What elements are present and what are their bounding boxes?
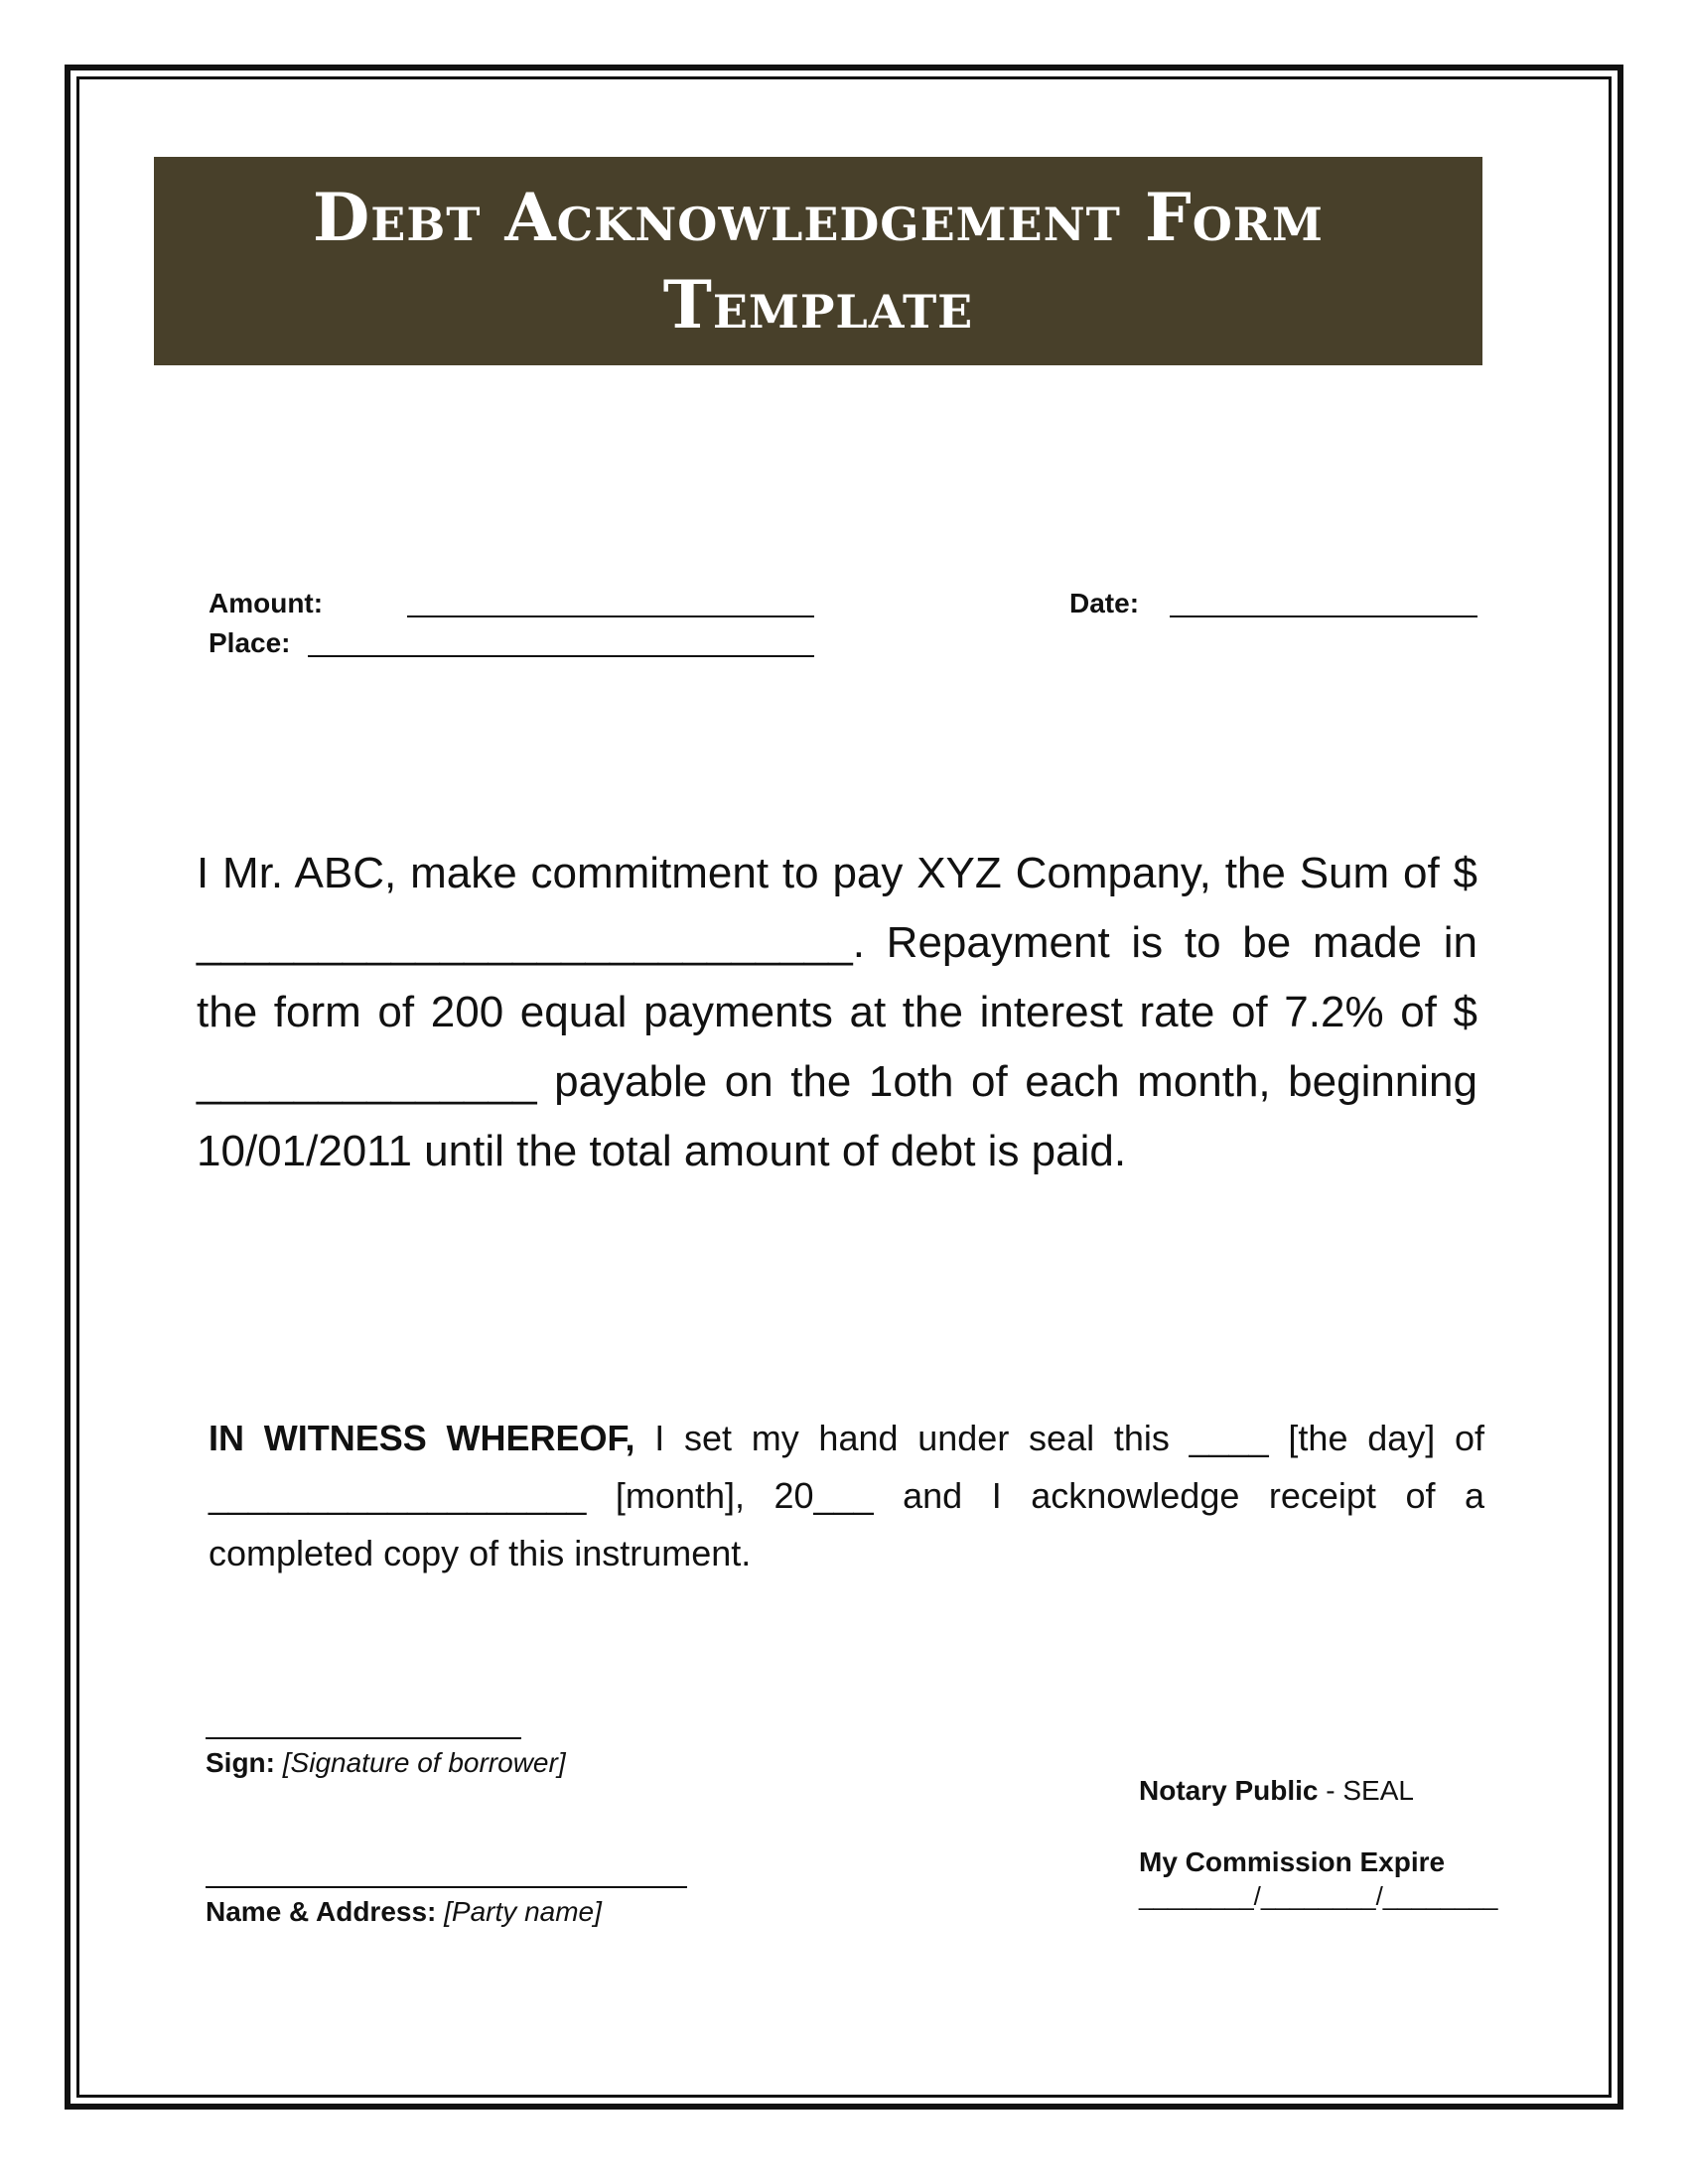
year-blank[interactable]: ___ bbox=[813, 1475, 874, 1516]
sum-blank[interactable]: ___________________________ bbox=[197, 918, 853, 967]
witness-paragraph: IN WITNESS WHEREOF, I set my hand under seal this ____ [the day] of ___________________ [month], 20___ and I acknowledge receipt of a completed copy of this instrument. bbox=[209, 1418, 1485, 1573]
month-blank[interactable]: ___________________ bbox=[209, 1475, 587, 1516]
title-line-2: Template bbox=[662, 266, 974, 343]
amount-line[interactable] bbox=[407, 615, 814, 617]
place-label: Place: bbox=[209, 627, 291, 658]
commitment-paragraph: I Mr. ABC, make commitment to pay XYZ Company, the Sum of $ ___________________________. Repayment is to be made in the form of 200 equal payments at the interest rate of 7.2% of $ ______________ payable on the 1oth of each month, beginning 10/01/2011 until the total amount of debt is paid. bbox=[197, 849, 1477, 1175]
title-banner bbox=[154, 157, 1482, 365]
name-address-caption: Name & Address: [Party name] bbox=[206, 1896, 602, 1927]
notary-caption: Notary Public - SEAL bbox=[1139, 1775, 1414, 1806]
witness-lead: IN WITNESS WHEREOF, bbox=[209, 1418, 635, 1458]
date-label: Date: bbox=[1069, 588, 1140, 618]
name-address-line[interactable] bbox=[206, 1886, 687, 1888]
amount-label: Amount: bbox=[209, 588, 324, 618]
signature-line[interactable] bbox=[206, 1737, 521, 1739]
sign-caption: Sign: [Signature of borrower] bbox=[206, 1747, 566, 1778]
commission-date-blank[interactable]: ________/________/________ bbox=[1139, 1881, 1498, 1911]
payment-blank[interactable]: ______________ bbox=[197, 1057, 537, 1106]
title-line-1: Debt Acknowledgement Form bbox=[313, 179, 1324, 256]
commission-label: My Commission Expire bbox=[1139, 1846, 1446, 1877]
date-line[interactable] bbox=[1170, 615, 1477, 617]
day-blank[interactable]: ____ bbox=[1189, 1418, 1269, 1458]
place-line[interactable] bbox=[308, 655, 814, 657]
